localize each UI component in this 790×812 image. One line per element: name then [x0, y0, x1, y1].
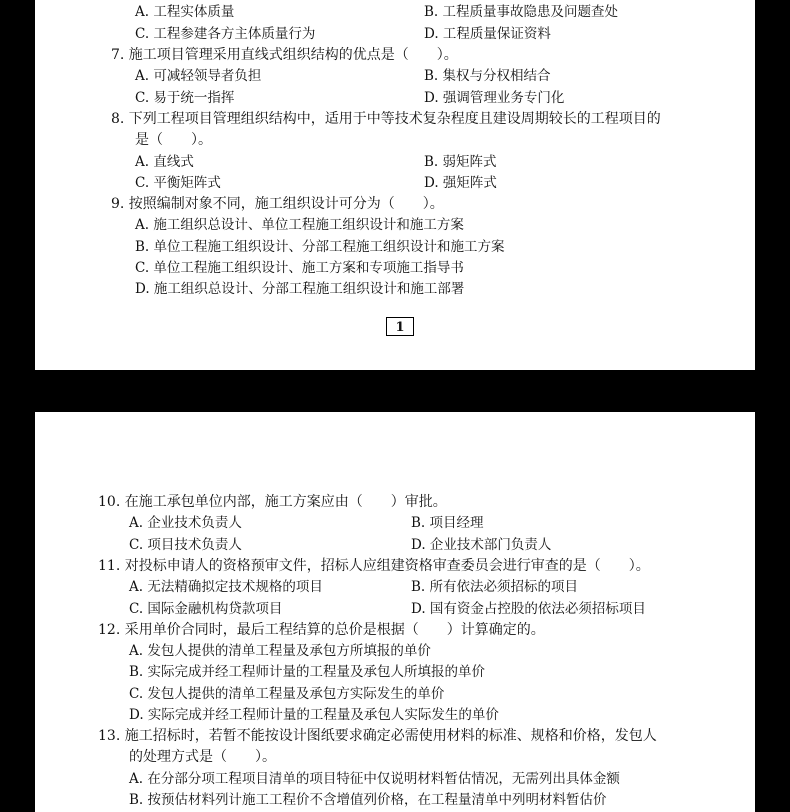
option-12d: D. 实际完成并经工程师计量的工程量及承包人实际发生的单价 — [129, 707, 499, 723]
question-11: 11. 对投标申请人的资格预审文件，招标人应组建资格审查委员会进行审查的是（ ）。 — [98, 558, 650, 574]
question-8-cont: 是（ ）。 — [135, 132, 212, 148]
option-7d: D. 强调管理业务专门化 — [424, 90, 565, 106]
option-13a: A. 在分部分项工程项目清单的项目特征中仅说明材料暂估情况，无需列出具体金额 — [129, 771, 620, 787]
option-9b: B. 单位工程施工组织设计、分部工程施工组织设计和施工方案 — [135, 239, 505, 255]
option-11c: C. 国际金融机构贷款项目 — [129, 601, 283, 617]
question-13: 13. 施工招标时，若暂不能按设计图纸要求确定必需使用材料的标准、规格和价格，发包人 — [98, 728, 657, 744]
option-8c: C. 平衡矩阵式 — [135, 175, 221, 191]
option-11b: B. 所有依法必须招标的项目 — [411, 579, 579, 595]
question-13-cont: 的处理方式是（ ）。 — [129, 749, 276, 765]
document-page-2 — [35, 412, 755, 812]
option-8d: D. 强矩阵式 — [424, 175, 497, 191]
option-7c: C. 易于统一指挥 — [135, 90, 235, 106]
option-9d: D. 施工组织总设计、分部工程施工组织设计和施工部署 — [135, 281, 465, 297]
option-12b: B. 实际完成并经工程师计量的工程量及承包人所填报的单价 — [129, 664, 486, 680]
option-11a: A. 无法精确拟定技术规格的项目 — [129, 579, 323, 595]
question-12: 12. 采用单价合同时，最后工程结算的总价是根据（ ）计算确定的。 — [98, 622, 545, 638]
option-7a: A. 可减轻领导者负担 — [135, 68, 262, 84]
question-9: 9. 按照编制对象不同，施工组织设计可分为（ ）。 — [111, 196, 444, 212]
option-10b: B. 项目经理 — [411, 515, 484, 531]
question-7: 7. 施工项目管理采用直线式组织结构的优点是（ ）。 — [111, 47, 458, 63]
option-9a: A. 施工组织总设计、单位工程施工组织设计和施工方案 — [135, 217, 464, 233]
option-12c: C. 发包人提供的清单工程量及承包方实际发生的单价 — [129, 686, 445, 702]
option-11d: D. 国有资金占控股的依法必须招标项目 — [411, 601, 646, 617]
option-10a: A. 企业技术负责人 — [129, 515, 242, 531]
option-12a: A. 发包人提供的清单工程量及承包方所填报的单价 — [129, 643, 431, 659]
option-10d: D. 企业技术部门负责人 — [411, 537, 552, 553]
option-6d: D. 工程质量保证资料 — [424, 26, 551, 42]
option-6c: C. 工程参建各方主体质量行为 — [135, 26, 316, 42]
option-7b: B. 集权与分权相结合 — [424, 68, 551, 84]
page-number: 1 — [386, 317, 414, 336]
option-9c: C. 单位工程施工组织设计、施工方案和专项施工指导书 — [135, 260, 464, 276]
question-8: 8. 下列工程项目管理组织结构中，适用于中等技术复杂程度且建设周期较长的工程项目的 — [111, 111, 661, 127]
option-8a: A. 直线式 — [135, 154, 194, 170]
question-10: 10. 在施工承包单位内部，施工方案应由（ ）审批。 — [98, 494, 447, 510]
option-10c: C. 项目技术负责人 — [129, 537, 242, 553]
option-6b: B. 工程质量事故隐患及问题查处 — [424, 4, 619, 20]
option-13b: B. 按预估材料列计施工工程价不含增值列价格，在工程量清单中列明材料暂估价 — [129, 792, 607, 808]
option-8b: B. 弱矩阵式 — [424, 154, 497, 170]
option-6a: A. 工程实体质量 — [135, 4, 235, 20]
document-page-1 — [35, 0, 755, 370]
